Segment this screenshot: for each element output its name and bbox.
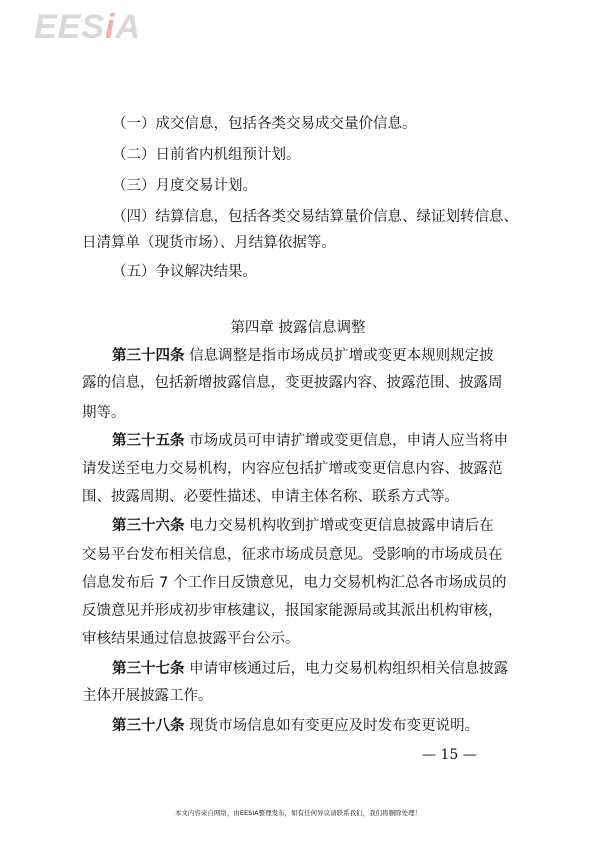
article-36-label: 第三十六条: [112, 518, 185, 534]
list-item-3: （三）月度交易计划。: [112, 178, 257, 194]
article-34-text: 信息调整是指市场成员扩增或变更本规则规定披: [189, 348, 494, 364]
article-36-line-3: 信息发布后 7 个工作日反馈意见，电力交易机构汇总各市场成员的: [82, 575, 507, 591]
footer-disclaimer: 本文内容来自网络，由EESIA整理发布，如有任何异议请联系我们，我们将删除处理！: [174, 809, 422, 817]
chapter-heading: 第四章 披露信息调整: [230, 320, 366, 336]
article-36-line-1: [112, 516, 494, 536]
article-35-text: 市场成员可申请扩增或变更信息，申请人应当将申: [189, 433, 509, 449]
article-37-label: 第三十七条: [112, 661, 185, 677]
article-34-label: 第三十四条: [112, 348, 185, 364]
article-36-line-2: 交易平台发布相关信息，征求市场成员意见。受影响的市场成员在: [82, 547, 503, 563]
article-37-line-1: [112, 659, 508, 679]
article-37-line-2: 主体开展披露工作。: [82, 688, 213, 704]
page-number: — 15 —: [422, 747, 477, 763]
article-34-line-1: [112, 346, 494, 366]
article-36-text: 电力交易机构收到扩增或变更信息披露申请后在: [189, 518, 494, 534]
article-35-line-2: 请发送至电力交易机构，内容应包括扩增或变更信息内容、披露范: [82, 461, 503, 477]
article-36-line-4: 反馈意见并形成初步审核建议，报国家能源局或其派出机构审核，: [82, 603, 503, 619]
article-38-line-1: [112, 716, 479, 736]
article-36-line-5: 审核结果通过信息披露平台公示。: [82, 631, 300, 647]
list-item-4: （四）结算信息，包括各类交易结算量价信息、绿证划转信息、: [112, 209, 518, 225]
list-item-4-continued: 日清算单（现货市场）、月结算依据等。: [82, 235, 336, 251]
article-34-line-3: 期等。: [82, 405, 126, 421]
article-35-label: 第三十五条: [112, 433, 185, 449]
eesia-watermark-logo: EESiA: [34, 8, 142, 46]
article-35-line-3: 围、披露周期、必要性描述、申请主体名称、联系方式等。: [82, 489, 459, 505]
article-34-line-2: 露的信息，包括新增披露信息，变更披露内容、披露范围、披露周: [82, 375, 503, 391]
article-37-text: 申请审核通过后，电力交易机构组织相关信息披露: [189, 661, 509, 677]
list-item-2: （二）日前省内机组预计划。: [112, 147, 301, 163]
article-38-label: 第三十八条: [112, 718, 185, 734]
list-item-1: （一）成交信息，包括各类交易成交量价信息。: [112, 116, 417, 132]
list-item-5: （五）争议解决结果。: [112, 264, 257, 280]
article-38-text: 现货市场信息如有变更应及时发布变更说明。: [189, 718, 480, 734]
article-35-line-1: [112, 431, 508, 451]
